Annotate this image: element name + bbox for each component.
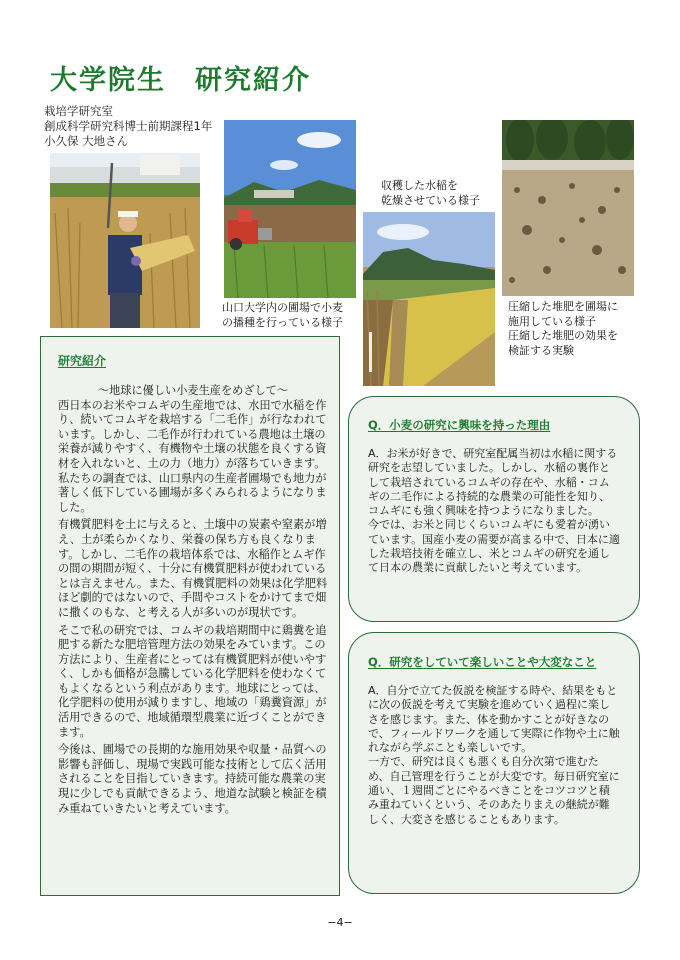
author-info: [44, 104, 212, 149]
photo-manure-field: [502, 120, 634, 296]
intro-paragraph: 西日本のお米やコムギの生産地では、水田で水稲を作り、続いてコムギを栽培する「二毛作」が行なわれています。しかし、二毛作が行われている農地は土壌の栄養が減りやすく、有機物や土壌の状態を良くする資材を入れないと、土の力（地力）が落ちていきます。私たちの調査では、山口県内の生産者圃場でも地力が著しく低下している圃場が多くみられるようになりました。: [58, 398, 327, 514]
q1-heading: Q．小麦の研究に興味を持った理由: [368, 418, 551, 432]
intro-heading: 研究紹介: [58, 354, 107, 368]
q2-paragraph: A．自分で立てた仮説を検証する時や、結果をもとに次の仮説を考えて実験を進めていく過程に楽しさを感じます。また、体を動かすことが好きなので、フィールドワークを通して実際に作物や土に触れながら学ぶことも楽しいです。: [368, 684, 620, 755]
intro-subtitle: ～地球に優しい小麦生産をめざして～: [97, 384, 289, 397]
author-lab: 栽培学研究室: [44, 104, 113, 118]
intro-paragraph: 有機質肥料を土に与えると、土壌中の炭素や窒素が増え、土が柔らかくなり、栄養の保ち方も良くなります。しかし、二毛作の栽培体系では、水稲作とムギ作の間の期間が短く、十分に有機質肥料が使われているとは言えません。また、有機質肥料の効果は化学肥料ほど劇的ではないので、手間やコストをかけてまで畑に撒くのもな、と考える人が多いのが現状です。: [58, 518, 328, 619]
intro-paragraph: 今後は、圃場での長期的な施用効果や収量・品質への影響も評価し、現場で実践可能な技術として広く活用されることを目指していきます。持続可能な農業の実現に少しでも貢献できるよう、地道な試験と検証を積み重ねていきたいと考えています。: [58, 743, 327, 815]
q2-body: [368, 684, 620, 827]
author-course: 創成科学研究科博士前期課程1年: [44, 119, 213, 133]
q1-paragraph: 今では、お米と同じくらいコムギにも愛着が湧いています。国産小麦の需要が高まる中で、日本に適した栽培技術を確立し、米とコムギの研究を通して日本の農業に貢献したいと考えています。: [368, 518, 620, 575]
q1-body: [368, 447, 620, 576]
intro-body: [58, 384, 328, 819]
q2-paragraph: 一方で、研究は良くも悪くも自分次第で進むため、自己管理を行うことが大変です。毎日研究室に通い、１週間ごとにやるべきことをコツコツと積み重ねていくという、そのあたりまえの継続が難しく、大変さを感じることもあります。: [368, 755, 620, 826]
author-name: 小久保 大地さん: [44, 134, 129, 148]
q2-heading: Q．研究をしていて楽しいことや大変なこと: [368, 655, 597, 669]
page-number: −4−: [327, 916, 353, 929]
intro-paragraph: そこで私の研究では、コムギの栽培期間中に鶏糞を追肥する新たな肥培管理方法の効果をみています。この方法により、生産者にとっては有機質肥料が使いやすく、しかも価格が急騰している化学肥料を使わなくてもよくなるという利点があります。地球にとっては、化学肥料の使用が減りますし、地域の「鶏糞資源」が活用できるので、地域循環型農業に近づくことができます。: [58, 623, 327, 739]
photo-student-harvest: [50, 153, 200, 328]
photo-wheat-sowing: [224, 120, 356, 298]
caption-manure: 圧縮した堆肥を圃場に 施用している様子 圧縮した堆肥の効果を 検証する実験: [508, 300, 618, 357]
caption-drying: 収穫した水稲を 乾燥させている様子: [381, 179, 480, 207]
q1-paragraph: A．お米が好きで、研究室配属当初は水稲に関する研究を志望していました。しかし、水稲の裏作として栽培されているコムギの存在や、水稲・コムギの二毛作による持続的な農業の可能性を知り、コムギにも強く興味を持つようになりました。: [368, 447, 618, 518]
photo-rice-drying: [363, 212, 495, 386]
page-title: 大学院生 研究紹介: [50, 65, 311, 96]
caption-sowing: 山口大学内の圃場で小麦 の播種を行っている様子: [222, 301, 343, 329]
